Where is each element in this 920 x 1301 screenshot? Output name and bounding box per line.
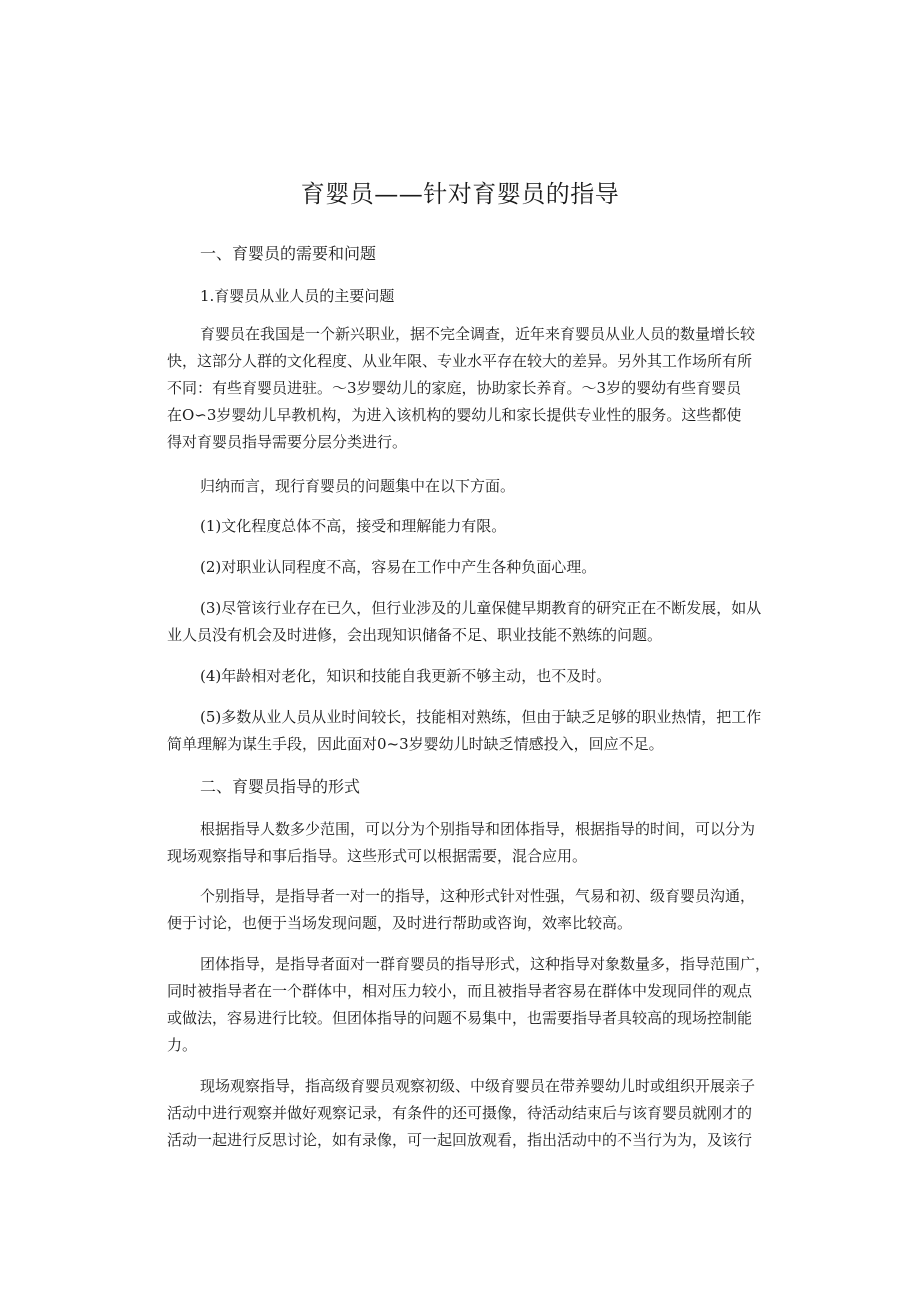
paragraph-line: 个别指导，是指导者一对一的指导，这种形式针对性强，气易和初、级育婴员沟通，: [200, 887, 756, 905]
paragraph-line: 归纳而言，现行育婴员的问题集中在以下方面。: [200, 477, 516, 495]
paragraph-line: 或做法，容易进行比较。但团体指导的问题不易集中，也需要指导者具较高的现场控制能: [167, 1009, 753, 1027]
paragraph-line: 快，这部分人群的文化程度、从业年限、专业水平存在较大的差异。另外其工作场所有所: [167, 352, 753, 370]
list-item: (2)对职业认同程度不高，容易在工作中产生各种负面心理。: [200, 558, 597, 576]
section-heading-2: 二、育婴员指导的形式: [200, 777, 361, 796]
paragraph-line: 同时被指导者在一个群体中，相对压力较小，而且被指导者容易在群体中发现同伴的观点: [167, 982, 753, 1000]
paragraph-line: 不同：有些育婴员进驻。〜3岁婴幼儿的家庭，协助家长养育。〜3岁的婴幼有些育婴员: [167, 379, 742, 397]
paragraph-line: 力。: [167, 1036, 198, 1054]
paragraph-line: 现场观察指导和事后指导。这些形式可以根据需要，混合应用。: [167, 847, 588, 865]
list-item: (4)年龄相对老化，知识和技能自我更新不够主动，也不及时。: [200, 667, 612, 685]
list-item: (5)多数从业人员从业时间较长，技能相对熟练，但由于缺乏足够的职业热情，把工作: [200, 708, 762, 726]
paragraph-line: 育婴员在我国是一个新兴职业，据不完全调查，近年来育婴员从业人员的数量增长较: [200, 325, 756, 343]
paragraph-line: 根据指导人数多少范围，可以分为个别指导和团体指导，根据指导的时间，可以分为: [200, 820, 756, 838]
list-item: (1)文化程度总体不高，接受和理解能力有限。: [200, 517, 507, 535]
paragraph-line: 得对育婴员指导需要分层分类进行。: [167, 433, 408, 451]
paragraph-line: 便于讨论，也便于当场发现问题，及时进行帮助或咨询，效率比较高。: [167, 914, 633, 932]
list-item: (3)尽管该行业存在已久，但行业涉及的儿童保健早期教育的研究正在不断发展，如从: [200, 599, 762, 617]
subsection-heading: 1.育婴员从业人员的主要问题: [200, 287, 395, 305]
list-item-continuation: 简单理解为谋生手段，因此面对0~3岁婴幼儿时缺乏情感投入，回应不足。: [167, 735, 664, 753]
paragraph-line: 团体指导，是指导者面对一群育婴员的指导形式，这种指导对象数量多，指导范围广，: [200, 955, 771, 973]
section-heading-1: 一、育婴员的需要和问题: [200, 244, 377, 263]
document-title: 育婴员——针对育婴员的指导: [300, 180, 620, 208]
paragraph-line: 活动中进行观察并做好观察记录，有条件的还可摄像，待活动结束后与该育婴员就刚才的: [167, 1104, 753, 1122]
paragraph-line: 活动一起进行反思讨论，如有录像，可一起回放观看，指出活动中的不当行为为，及该行: [167, 1131, 753, 1149]
paragraph-line: 在O∽3岁婴幼儿早教机构，为进入该机构的婴幼儿和家长提供专业性的服务。这些都使: [167, 406, 742, 424]
list-item-continuation: 业人员没有机会及时进修，会出现知识储备不足、职业技能不熟练的问题。: [167, 626, 663, 644]
paragraph-line: 现场观察指导，指高级育婴员观察初级、中级育婴员在带养婴幼儿时或组织开展亲子: [200, 1077, 756, 1095]
